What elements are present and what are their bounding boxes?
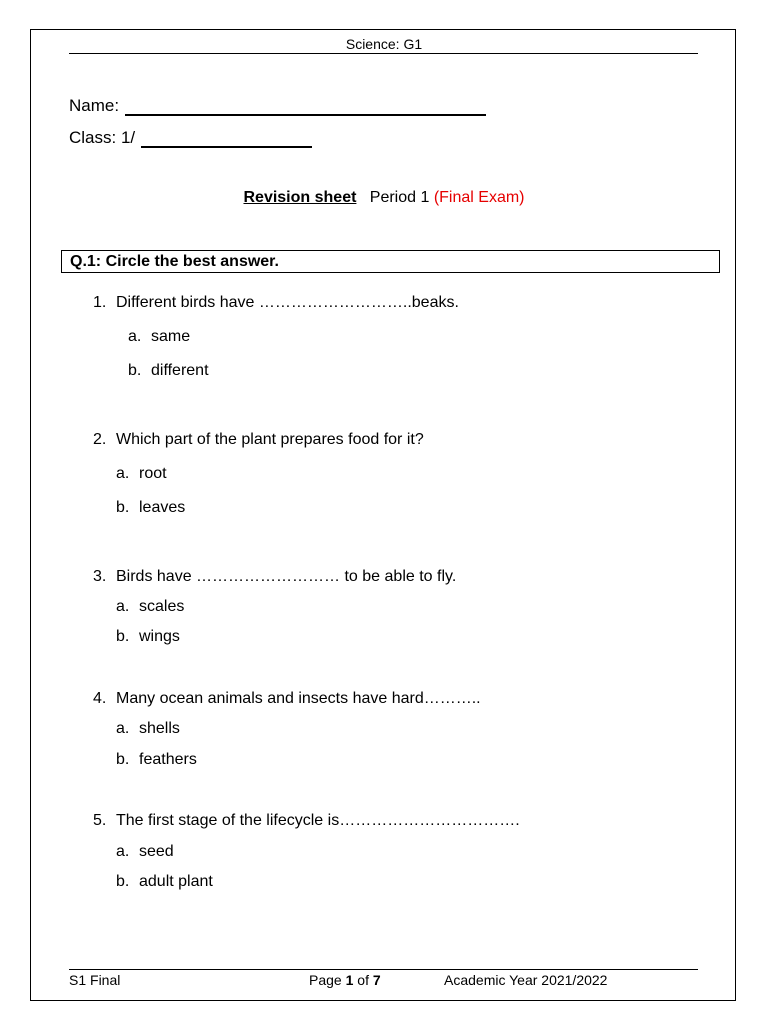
question-2 xyxy=(93,431,424,449)
question-3 xyxy=(93,568,456,586)
option-text: different xyxy=(151,362,209,379)
option-3a[interactable] xyxy=(116,598,184,616)
option-5b[interactable] xyxy=(116,873,213,891)
option-text: leaves xyxy=(139,499,186,516)
option-1b[interactable] xyxy=(128,362,209,380)
question-text: Different birds have ………………………..beaks. xyxy=(116,294,459,311)
question-text: The first stage of the lifecycle is……………………………. xyxy=(116,812,520,829)
page-total: 7 xyxy=(372,972,381,988)
option-text: adult plant xyxy=(139,873,213,890)
option-1a[interactable] xyxy=(128,328,190,346)
option-text: root xyxy=(139,465,167,482)
option-text: shells xyxy=(139,720,180,737)
page-current: 1 xyxy=(345,972,354,988)
option-letter: a. xyxy=(116,465,130,482)
question-1 xyxy=(93,294,459,312)
question-number: 1. xyxy=(93,294,107,311)
title-period: Period 1 xyxy=(369,189,430,206)
option-text: wings xyxy=(139,628,180,645)
page-of: of xyxy=(357,972,369,988)
option-letter: a. xyxy=(116,843,130,860)
class-field xyxy=(69,128,312,148)
section-heading: Q.1: Circle the best answer. xyxy=(61,250,720,273)
class-label: Class: 1/ xyxy=(69,128,136,147)
option-text: scales xyxy=(139,598,185,615)
option-letter: b. xyxy=(116,499,130,516)
option-letter: b. xyxy=(128,362,142,379)
question-text: Many ocean animals and insects have hard……….. xyxy=(116,690,481,707)
option-3b[interactable] xyxy=(116,628,180,646)
option-text: seed xyxy=(139,843,174,860)
option-letter: a. xyxy=(128,328,142,345)
question-5 xyxy=(93,812,520,830)
option-4b[interactable] xyxy=(116,751,197,769)
question-text: Birds have ……………………… to be able to fly. xyxy=(116,568,457,585)
question-text: Which part of the plant prepares food for it? xyxy=(116,431,424,448)
title-main: Revision sheet xyxy=(243,189,357,206)
option-4a[interactable] xyxy=(116,720,180,738)
page-header: Science: G1 xyxy=(345,36,423,52)
page-indicator xyxy=(309,972,381,988)
name-blank[interactable] xyxy=(125,100,486,116)
option-letter: b. xyxy=(116,751,130,768)
option-2a[interactable] xyxy=(116,465,167,483)
footer-label: S1 Final xyxy=(69,972,121,988)
option-5a[interactable] xyxy=(116,843,174,861)
question-number: 4. xyxy=(93,690,107,707)
option-text: feathers xyxy=(139,751,197,768)
option-letter: b. xyxy=(116,873,130,890)
question-number: 2. xyxy=(93,431,107,448)
name-label: Name: xyxy=(69,96,120,115)
page-prefix: Page xyxy=(309,972,342,988)
sheet-title xyxy=(0,189,768,207)
title-exam: (Final Exam) xyxy=(433,189,525,206)
header-divider xyxy=(69,53,698,54)
option-letter: a. xyxy=(116,720,130,737)
academic-year: Academic Year 2021/2022 xyxy=(444,972,608,988)
class-blank[interactable] xyxy=(141,132,312,148)
question-number: 5. xyxy=(93,812,107,829)
option-letter: a. xyxy=(116,598,130,615)
footer-divider xyxy=(69,969,698,970)
name-field xyxy=(69,96,486,116)
option-2b[interactable] xyxy=(116,499,185,517)
option-letter: b. xyxy=(116,628,130,645)
question-number: 3. xyxy=(93,568,107,585)
question-4 xyxy=(93,690,481,708)
option-text: same xyxy=(151,328,191,345)
